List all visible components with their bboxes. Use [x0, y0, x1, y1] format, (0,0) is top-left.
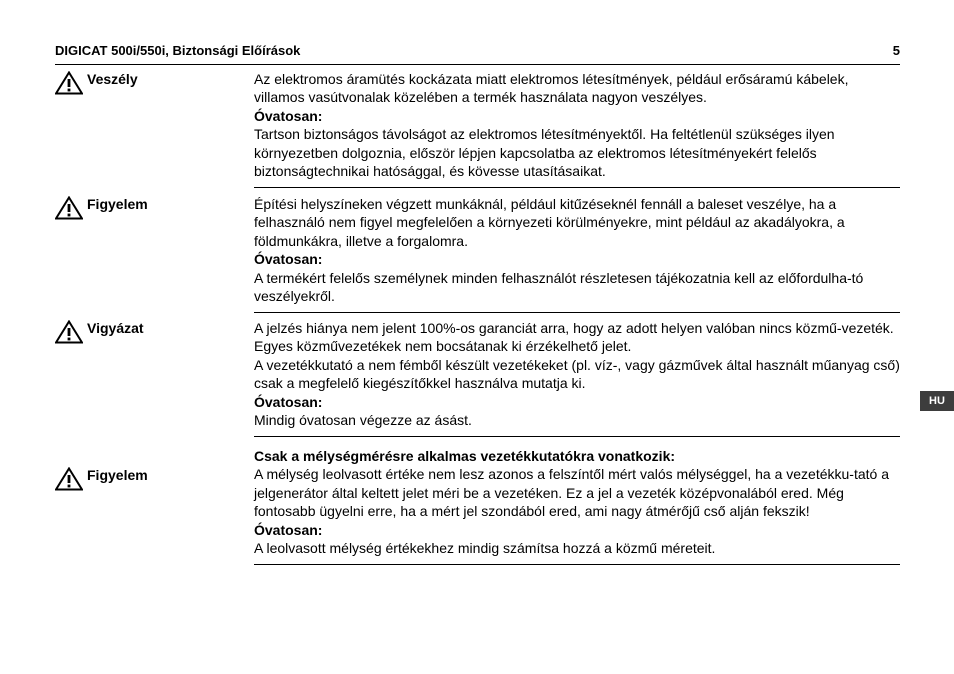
scope-heading: Csak a mélységmérésre alkalmas vezetékkutatókra vonatkozik:: [254, 448, 676, 464]
paragraph: Mindig óvatosan végezze az ásást.: [254, 412, 472, 429]
language-tab: HU: [920, 391, 954, 411]
section-divider: [254, 187, 900, 188]
caution-heading: Óvatosan:: [254, 521, 323, 538]
warning-triangle-icon: [55, 196, 83, 220]
caution-heading: Óvatosan:: [254, 107, 323, 124]
section-divider: [254, 436, 900, 437]
section-label-text: Figyelem: [87, 467, 148, 483]
paragraph: A jelzés hiánya nem jelent 100%-os garanciát arra, hogy az adott helyen valóban nincs közmű-vezeték. Egyes közművezetékek nem bocsátanak ki érzékelhető jelet.: [254, 320, 894, 355]
section-body-figyelem-2: [254, 447, 900, 557]
section-body-vigyazat: [254, 319, 900, 429]
section-divider: [254, 312, 900, 313]
paragraph: A vezetékkutató a nem fémből készült vezetékeket (pl. víz-, vagy gázművek által használt műanyag cső) csak a megfelelő kiegészítőkkel használva mutatja ki.: [254, 356, 900, 392]
paragraph: Tartson biztonságos távolságot az elektromos létesítményektől. Ha feltétlenül szükséges ilyen környezetben dolgoznia, először lépjen kapcsolatba az elektromos létesítményekért felelős biztonságtechnikai hatósággal, és kövesse utasításaikat.: [254, 126, 835, 180]
page-number: 5: [892, 43, 900, 58]
header-divider: [55, 64, 900, 65]
section-label-text: Figyelem: [87, 196, 148, 212]
document-title: DIGICAT 500i/550i, Biztonsági Előírások: [55, 43, 301, 58]
section-label-text: Veszély: [87, 71, 138, 87]
caution-heading: Óvatosan:: [254, 251, 323, 268]
section-divider: [254, 564, 900, 565]
caution-heading: Óvatosan:: [254, 393, 323, 410]
warning-triangle-icon: [55, 467, 83, 491]
paragraph: Építési helyszíneken végzett munkáknál, például kitűzéseknél fennáll a baleset veszélye, ha a felhasználó nem figyel megfelelően a környezeti körülményekre, mint például az akadályokra, a földmunkákra, illetve a forgalomra.: [254, 196, 845, 249]
section-label-text: Vigyázat: [87, 320, 144, 336]
section-body-veszely: [254, 70, 900, 180]
paragraph: A leolvasott mélység értékekhez mindig számítsa hozzá a közmű méreteit.: [254, 540, 716, 557]
paragraph: A termékért felelős személynek minden felhasználót részletesen tájékozatnia kell az előfordulha-tó veszélyekről.: [254, 269, 864, 305]
section-body-figyelem: [254, 195, 900, 305]
paragraph: Az elektromos áramütés kockázata miatt elektromos létesítmények, például erősáramú kábelek, villamos vasútvonalak közelében a termék használata nagyon veszélyes.: [254, 71, 849, 106]
warning-triangle-icon: [55, 320, 83, 344]
paragraph: A mélység leolvasott értéke nem lesz azonos a felszíntől mért valós mélységgel, ha a vezetékku-tató a jelgenerátor által keltett jelet méri be a vezetéken. Ez a jel a vezeték középvonalából ered. Még fontosabb ügyelni erre, ha a mért jel szondából ered, ami nagy átmérőjű cső alján fekszik!: [254, 466, 889, 520]
warning-triangle-icon: [55, 71, 83, 95]
